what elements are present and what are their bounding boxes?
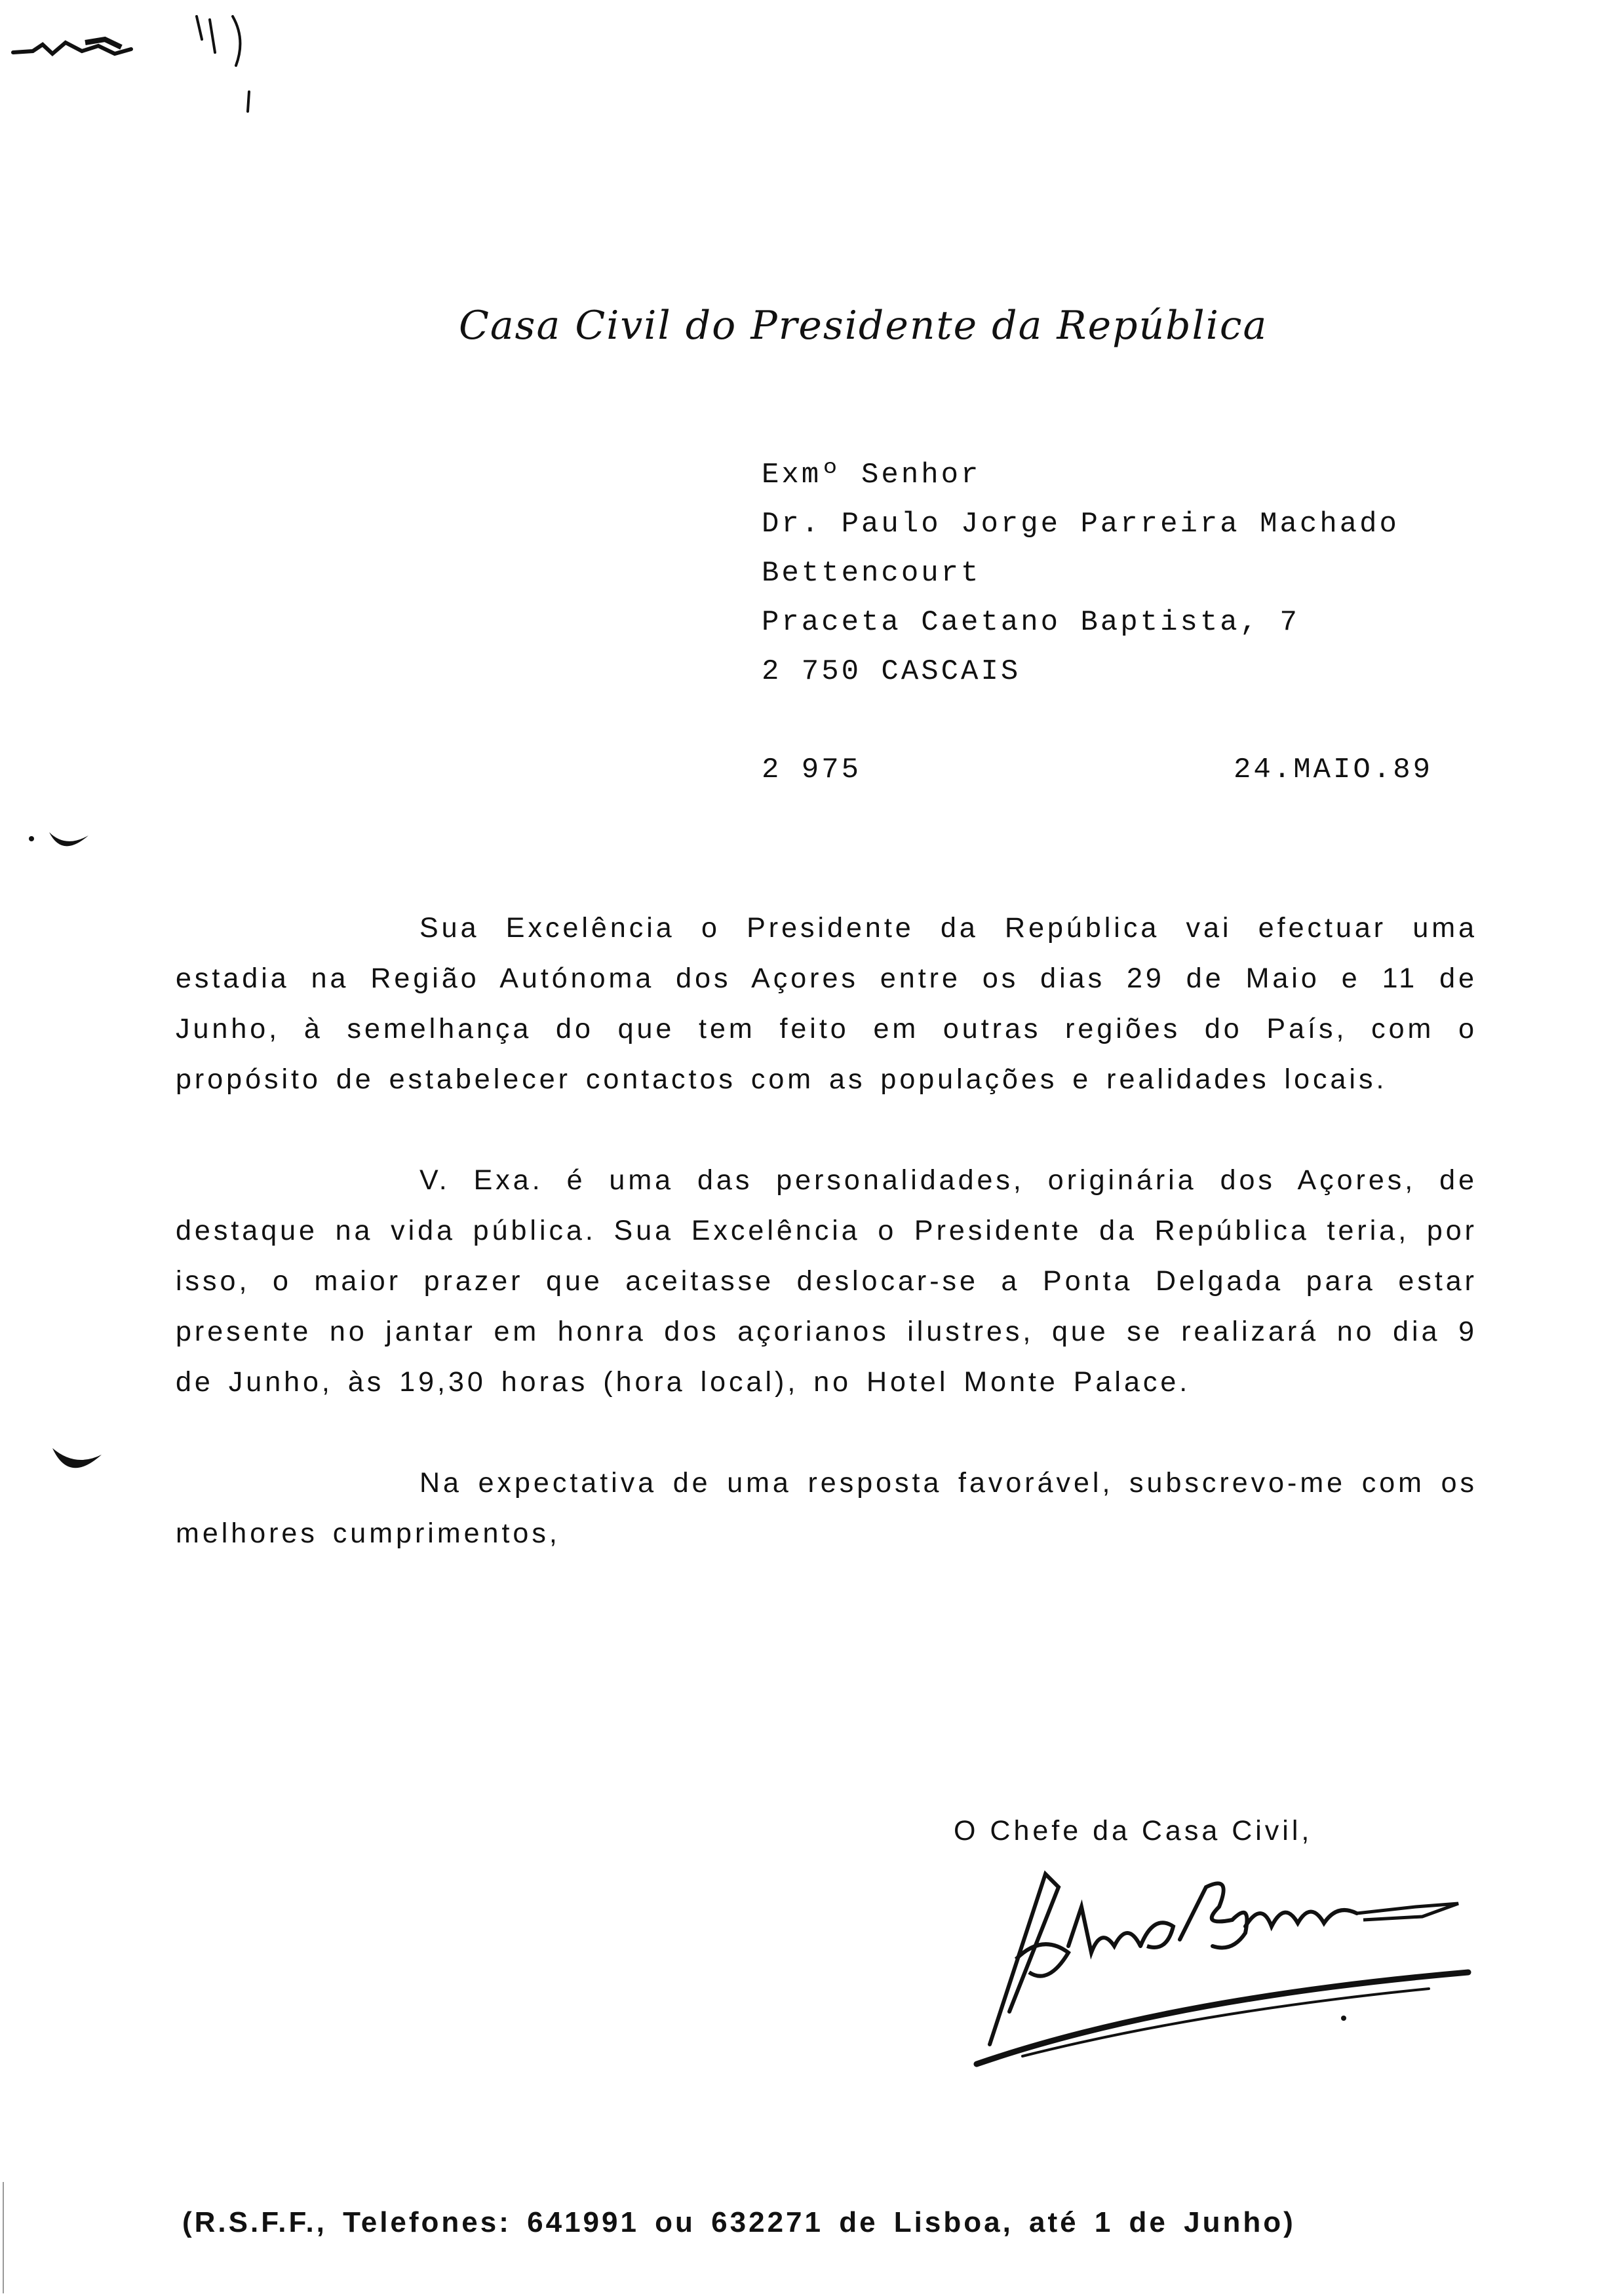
recipient-salutation: Exmº Senhor (762, 459, 981, 491)
recipient-street: Praceta Caetano Baptista, 7 (762, 606, 1300, 639)
recipient-name: Dr. Paulo Jorge Parreira Machado (762, 508, 1399, 541)
handwritten-scribble-mark (7, 13, 269, 124)
recipient-city: 2 750 CASCAIS (762, 655, 1021, 688)
body-paragraph: Sua Excelência o Presidente da República vai efectuar uma estadia na Região Autónoma dos Açores entre os dias 29 de Maio e 11 de Junho, à semelhança do que tem feito em outras regiões do País, com o propósito de estabelecer contactos com as populações e realidades locais. (176, 912, 1477, 1095)
letter-body (176, 903, 1477, 1559)
letter-date: 24.MAIO.89 (1234, 754, 1433, 786)
reference-number: 2 975 (762, 754, 862, 786)
closing-title: O Chefe da Casa Civil, (954, 1815, 1313, 1846)
recipient-name-continued: Bettencourt (762, 557, 981, 590)
body-paragraph: Na expectativa de uma resposta favorável, subscrevo-me com os melhores cumprimentos, (176, 1467, 1477, 1549)
letterhead-title: Casa Civil do Presidente da República (459, 303, 1268, 349)
margin-check-mark (46, 1435, 105, 1487)
footer-rsvp-note: (R.S.F.F., Telefones: 641991 ou 632271 de Lisboa, até 1 de Junho) (182, 2206, 1296, 2238)
body-paragraph: V. Exa. é uma das personalidades, originária dos Açores, de destaque na vida pública. Sua Excelência o Presidente da República teria, por isso, o maior prazer que aceitasse deslocar-se a Ponta Delgada para estar presente no jantar em honra dos açorianos ilustres, que se realizará no dia 9 de Junho, às 19,30 horas (hora local), no Hotel Monte Palace. (176, 1164, 1477, 1398)
handwritten-signature (905, 1848, 1481, 2084)
margin-check-mark (26, 813, 98, 865)
margin-line (3, 2182, 4, 2293)
